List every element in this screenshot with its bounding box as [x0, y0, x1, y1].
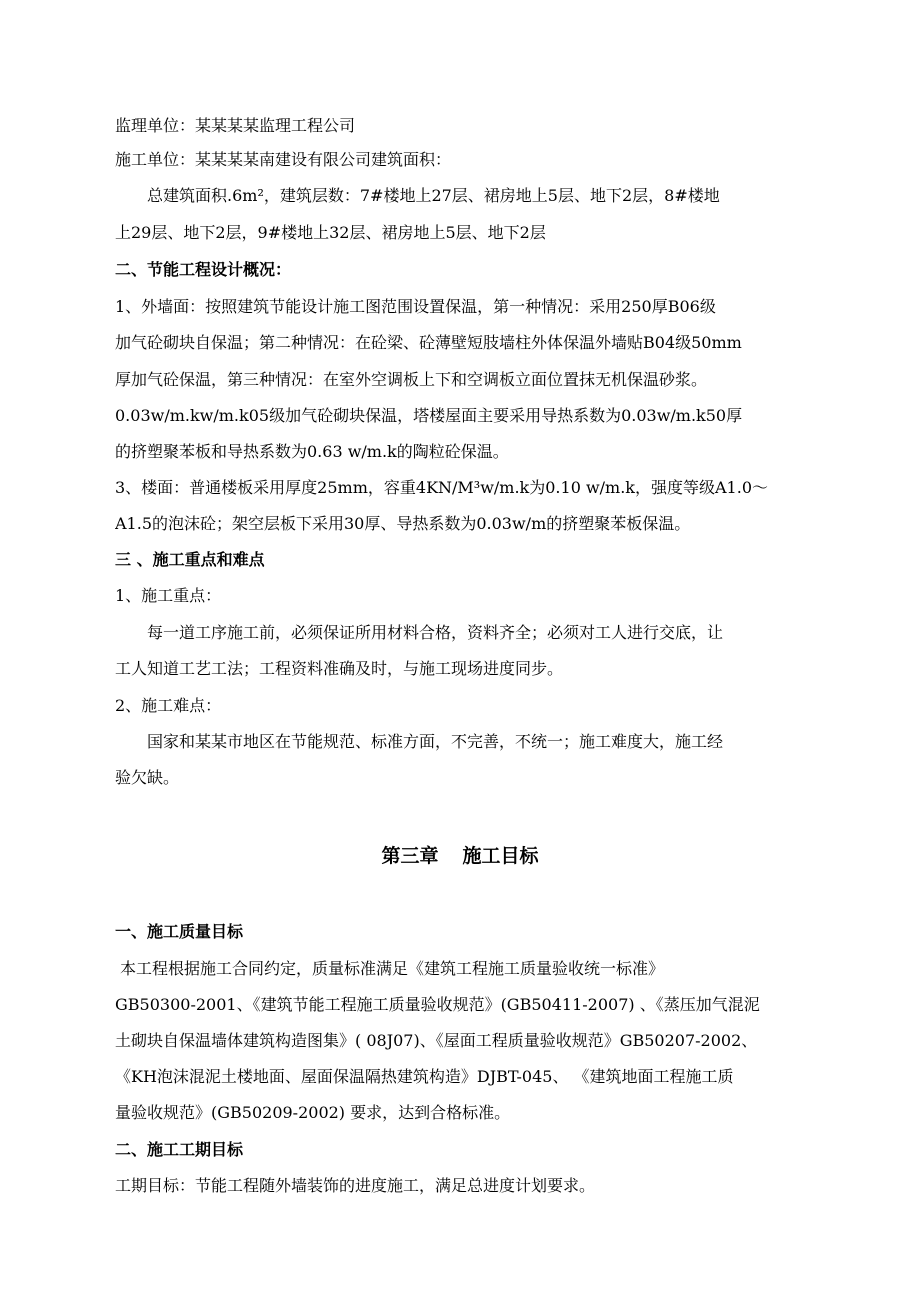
exterior-wall-line-2: 加气砼砌块自保温；第二种情况：在砼梁、砼薄壁短肢墙柱外体保温外墙贴B04级50mm [115, 333, 742, 352]
quality-text-3: 土砌块自保温墙体建筑构造图集》( 08J07)、《屋面工程质量验收规范》GB50207-2002、 [115, 1031, 758, 1050]
schedule-text: 工期目标：节能工程随外墙装饰的进度施工，满足总进度计划要求。 [115, 1176, 596, 1195]
floor-line-1: 3、楼面：普通楼板采用厚度25mm，容重4KN/M³w/m.k为0.10 w/m.k，强度等级A1.0～ [115, 478, 768, 497]
difficulty-text-2: 验欠缺。 [115, 768, 180, 787]
difficulty-heading: 2、施工难点： [115, 696, 222, 715]
key-point-text-1: 每一道工序施工前，必须保证所用材料合格，资料齐全；必须对工人进行交底，让 [147, 623, 724, 642]
construction-unit: 施工单位：某某某某南建设有限公司建筑面积： [115, 150, 452, 169]
supervision-unit: 监理单位：某某某某监理工程公司 [115, 116, 356, 135]
section-heading-design-overview: 二、节能工程设计概况： [115, 260, 292, 279]
floor-line-2: A1.5的泡沫砼；架空层板下采用30厚、导热系数为0.03w/m的挤塑聚苯板保温。 [115, 514, 691, 533]
section-heading-schedule-target: 二、施工工期目标 [115, 1140, 244, 1159]
roof-line-1: 0.03w/m.kw/m.k05级加气砼砌块保温，塔楼屋面主要采用导热系数为0.03w/m.k50厚 [115, 406, 743, 425]
building-area-line-1: 总建筑面积.6m²，建筑层数：7#楼地上27层、裙房地上5层、地下2层，8#楼地 [147, 186, 720, 205]
chapter-number: 第三章 [381, 845, 439, 867]
building-area-line-2: 上29层、地下2层，9#楼地上32层、裙房地上5层、地下2层 [115, 223, 546, 242]
exterior-wall-line-3: 厚加气砼保温，第三种情况：在室外空调板上下和空调板立面位置抹无机保温砂浆。 [115, 370, 708, 389]
key-point-heading: 1、施工重点： [115, 586, 222, 605]
section-heading-quality-target: 一、施工质量目标 [115, 922, 244, 941]
exterior-wall-line-1: 1、外墙面：按照建筑节能设计施工图范围设置保温，第一种情况：采用250厚B06级 [115, 297, 716, 316]
chapter-title [0, 842, 920, 870]
key-point-text-2: 工人知道工艺工法；工程资料准确及时，与施工现场进度同步。 [115, 659, 564, 678]
difficulty-text-1: 国家和某某市地区在节能规范、标准方面，不完善，不统一；施工难度大，施工经 [147, 732, 724, 751]
quality-text-4: 《KH泡沫混泥土楼地面、屋面保温隔热建筑构造》DJBT-045、 《建筑地面工程施工质 [115, 1067, 734, 1086]
section-heading-key-points: 三 、施工重点和难点 [115, 550, 265, 569]
chapter-name: 施工目标 [462, 845, 539, 867]
quality-text-2: GB50300-2001、《建筑节能工程施工质量验收规范》(GB50411-2007) 、《蒸压加气混泥 [115, 995, 760, 1014]
roof-line-2: 的挤塑聚苯板和导热系数为0.63 w/m.k的陶粒砼保温。 [115, 442, 509, 461]
quality-text-5: 量验收规范》(GB50209-2002) 要求，达到合格标准。 [115, 1103, 511, 1122]
quality-text-1: 本工程根据施工合同约定，质量标准满足《建筑工程施工质量验收统一标准》 [120, 959, 665, 978]
